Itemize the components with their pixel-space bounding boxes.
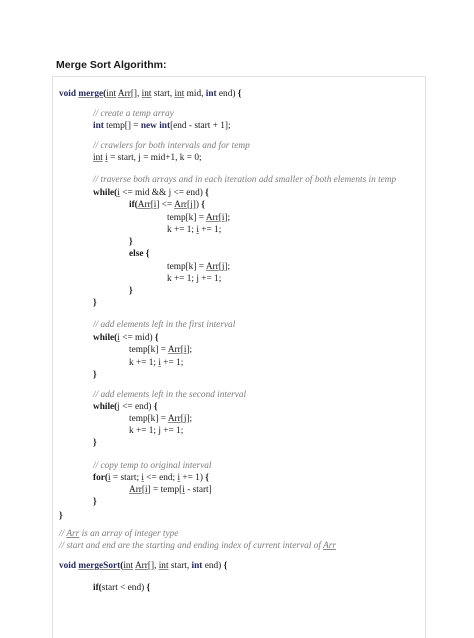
page-title: Merge Sort Algorithm:: [56, 59, 167, 71]
code-line: for(i = start; i <= end; i += 1) {: [93, 473, 209, 483]
code-line: void mergeSort(int Arr[], int start, int end) {: [59, 561, 228, 571]
code-line: }: [93, 497, 97, 507]
code-line: else {: [129, 249, 150, 259]
code-line: temp[k] = Arr[j];: [167, 262, 231, 272]
code-line: // create a temp array: [93, 109, 174, 119]
code-line: }: [129, 286, 133, 296]
code-line: // crawlers for both intervals and for temp: [93, 141, 250, 151]
code-block: [52, 76, 426, 638]
code-line: k += 1; i += 1;: [129, 358, 184, 368]
code-line: // start and end are the starting and ending index of current interval of Arr: [59, 541, 336, 551]
code-line: k += 1; i += 1;: [167, 225, 222, 235]
code-line: }: [129, 237, 133, 247]
code-line: k += 1; j += 1;: [129, 426, 184, 436]
code-line: void merge(int Arr[], int start, int mid, int end) {: [59, 89, 242, 99]
code-line: while(i <= mid) {: [93, 333, 159, 343]
code-line: // add elements left in the second interval: [93, 390, 247, 400]
code-line: while(i <= mid && j <= end) {: [93, 188, 209, 198]
code-line: int temp[] = new int[end - start + 1];: [93, 121, 231, 131]
code-line: k += 1; j += 1;: [167, 274, 222, 284]
code-line: }: [93, 370, 97, 380]
code-line: // add elements left in the first interval: [93, 320, 236, 330]
code-line: // traverse both arrays and in each iteration add smaller of both elements in temp: [93, 175, 397, 185]
code-line: // Arr is an array of integer type: [59, 529, 179, 539]
code-line: }: [93, 298, 97, 308]
code-line: temp[k] = Arr[i];: [167, 213, 231, 223]
code-line: Arr[i] = temp[i - start]: [129, 485, 212, 495]
code-line: temp[k] = Arr[j];: [129, 414, 193, 424]
code-line: while(j <= end) {: [93, 402, 158, 412]
code-line: temp[k] = Arr[i];: [129, 345, 193, 355]
code-line: // copy temp to original interval: [93, 461, 212, 471]
code-line: }: [93, 438, 97, 448]
code-line: if(start < end) {: [93, 583, 151, 593]
code-line: int i = start, j = mid+1, k = 0;: [93, 153, 202, 163]
code-line: }: [59, 511, 63, 521]
code-line: if(Arr[i] <= Arr[j]) {: [129, 200, 205, 210]
